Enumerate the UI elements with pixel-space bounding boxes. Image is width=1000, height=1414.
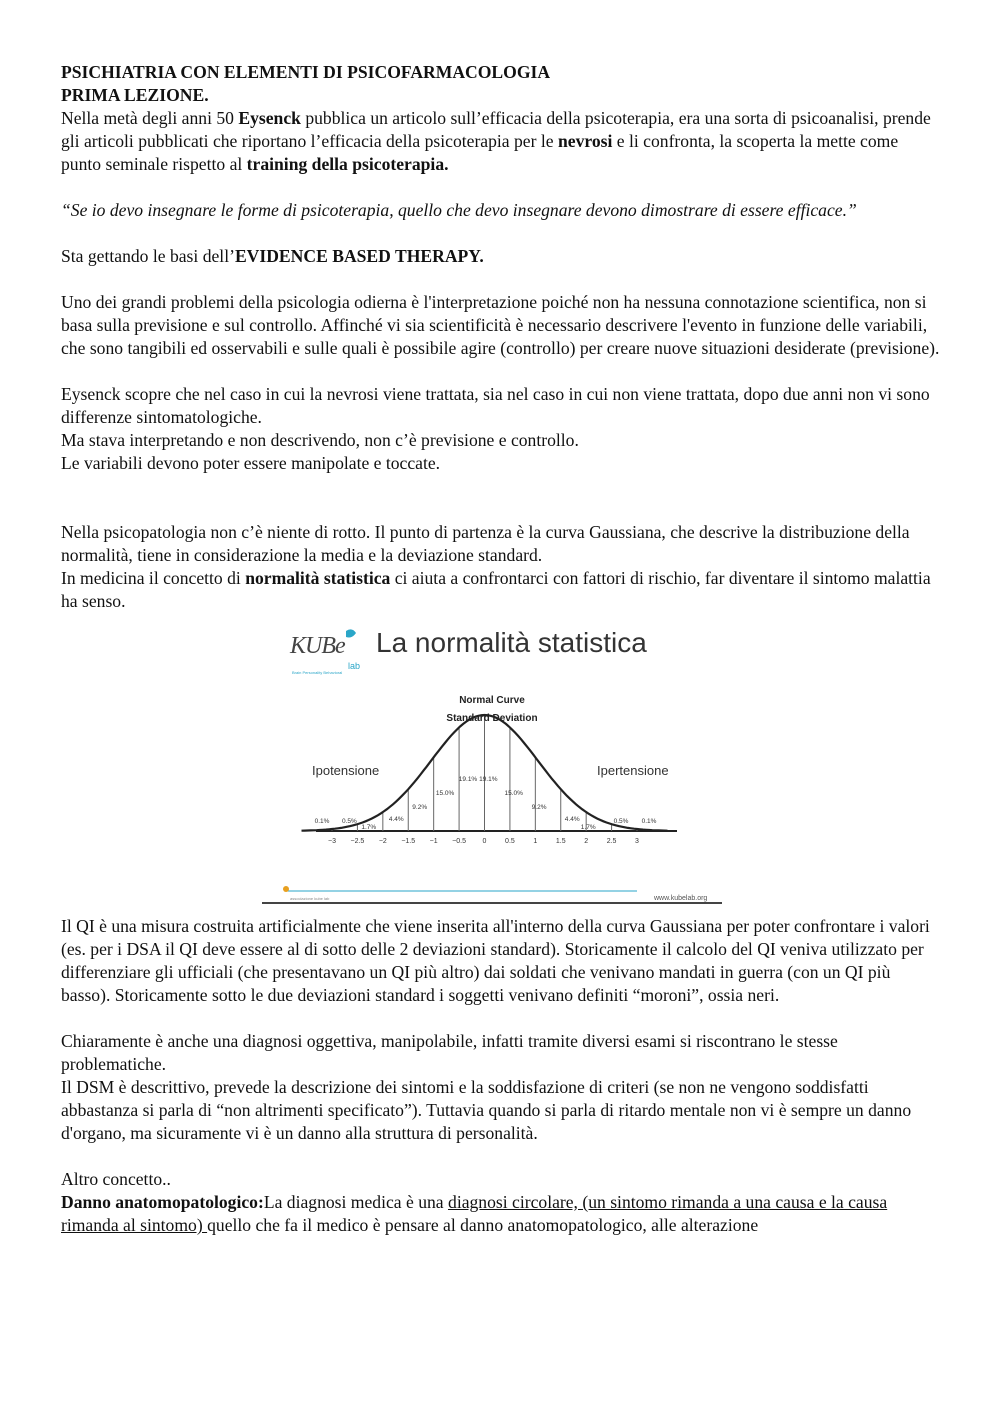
- paragraph-nevrosi: Eysenck scopre che nel caso in cui la nevrosi viene trattata, sia nel caso in cui non viene trattata, dopo due anni non vi sono differenze sintomatologiche.: [61, 384, 930, 427]
- document-body: [61, 61, 941, 1237]
- segment-percent-label: 0.5%: [613, 818, 629, 825]
- segment-percent-label: 1.7%: [580, 824, 596, 831]
- left-label: Ipotensione: [312, 763, 380, 778]
- segment-percent-label: 15.0%: [504, 790, 523, 797]
- segment-percent-label: 9.2%: [531, 804, 547, 811]
- paragraph-danno: [61, 1191, 941, 1237]
- bold-span: normalità statistica: [245, 568, 391, 588]
- segment-percent-label: 0.5%: [341, 818, 357, 825]
- segment-percent-label: 9.2%: [412, 804, 428, 811]
- x-tick-label: −2: [378, 838, 387, 845]
- figure-footer-left: associazione kube lab: [290, 896, 330, 901]
- x-tick-label: 3: [635, 838, 639, 845]
- lesson-title: [61, 84, 941, 107]
- document-title: [61, 61, 941, 84]
- chart-title: Normal Curve: [459, 695, 525, 706]
- text-span: Sta gettando le basi dell’: [61, 246, 235, 266]
- quote: [61, 199, 941, 222]
- title-line-2: PRIMA LEZIONE.: [61, 85, 209, 105]
- segment-percent-label: 1.7%: [361, 824, 377, 831]
- x-tick-label: 2: [584, 838, 589, 845]
- text-span: Nella metà degli anni 50: [61, 108, 239, 128]
- paragraph-qi: Il QI è una misura costruita artificialmente che viene inserita all'interno della curva Gaussiana per poter confrontare i valori (es. per i DSA il QI deve essere al di sotto delle 2 deviazioni standard). Storicamente il calcolo del QI veniva utilizzato per differenziare gli ufficiali (che presentavano un QI più altro) dai soldati che venivano mandati in guerra (con un QI più basso). Storicamente sotto le due deviazioni standard i soggetti venivano definiti “moroni”, ossia neri.: [61, 916, 930, 1005]
- segment-percent-label: 19.1%: [479, 776, 498, 783]
- paragraph-altro: Altro concetto..: [61, 1169, 171, 1189]
- x-tick-label: 0: [482, 838, 487, 845]
- text-span: e li confronta, la scoperta la mette come punto seminale rispetto al: [61, 131, 899, 174]
- title-line-1: PSICHIATRIA CON ELEMENTI DI PSICOFARMACOLOGIA: [61, 62, 551, 82]
- paragraph-nevrosi-line-3: Le variabili devono poter essere manipolate e toccate.: [61, 453, 441, 473]
- paragraph-eysenck: [61, 107, 941, 176]
- x-tick-label: 1.5: [555, 838, 566, 845]
- figure-footer-right: www.kubelab.org: [654, 895, 708, 902]
- bold-span: nevrosi: [557, 131, 613, 151]
- text-span: quello che fa il medico è pensare al danno anatomopatologico, alle alterazione: [207, 1215, 759, 1235]
- bold-span: training della psicoterapia.: [246, 154, 449, 174]
- footer-logo-dot: [283, 886, 289, 892]
- right-label: Ipertensione: [597, 763, 669, 778]
- paragraph-evidence: [61, 245, 941, 268]
- x-tick-label: −1: [429, 838, 438, 845]
- underlined-span: diagnosi circolare, (un sintomo rimanda a una causa e la causa rimanda al sintomo): [61, 1192, 888, 1235]
- segment-percent-label: 15.0%: [435, 790, 455, 797]
- segment-percent-label: 4.4%: [564, 816, 580, 823]
- segment-percent-label: 0.1%: [314, 818, 330, 825]
- paragraph-interpretation: Uno dei grandi problemi della psicologia odierna è l'interpretazione poiché non ha nessuna connotazione scientifica, non si basa sulla previsione e sul controllo. Affinché vi sia scientificità è necessario descrivere l'evento in funzione delle variabili, che sono tangibili ed osservabili e sulle quali è possibile agire (controllo) per creare nuove situazioni desiderate (previsione).: [61, 292, 940, 358]
- text-span: ci aiuta a confrontarci con fattori di rischio, far diventare il sintomo malattia ha senso.: [61, 568, 931, 611]
- kube-logo: KUBe: [290, 633, 345, 659]
- segment-percent-label: 4.4%: [388, 816, 404, 823]
- bold-span: EVIDENCE BASED THERAPY.: [234, 246, 484, 266]
- x-tick-label: 2.5: [606, 838, 617, 845]
- normal-curve-figure: [262, 625, 722, 907]
- bold-span: Eysenck: [238, 108, 301, 128]
- x-tick-label: −3: [328, 838, 336, 845]
- logo-accent-icon: [346, 629, 356, 637]
- kube-logo-lab: lab: [348, 661, 361, 671]
- x-tick-label: 0.5: [505, 838, 515, 845]
- paragraph-normalita: [61, 567, 941, 613]
- figure-title: La normalità statistica: [376, 627, 647, 658]
- text-span: pubblica un articolo sull’efficacia della psicoterapia, era una sorta di psicoanalisi, prende gli articoli pubblicati che riportano l’efficacia della psicoterapia per le: [61, 108, 931, 151]
- paragraph-gaussiana: Nella psicopatologia non c’è niente di rotto. Il punto di partenza è la curva Gaussiana, che descrive la distribuzione della normalità, tiene in considerazione la media e la deviazione standard.: [61, 522, 910, 565]
- x-tick-label: −0.5: [452, 838, 466, 845]
- segment-percent-label: 19.1%: [458, 776, 478, 783]
- segment-percent-label: 0.1%: [641, 818, 657, 825]
- paragraph-diagnosi: Chiaramente è anche una diagnosi oggettiva, manipolabile, infatti tramite diversi esami si riscontrano le stesse problematiche.: [61, 1031, 838, 1074]
- x-tick-label: −2.5: [350, 838, 365, 845]
- x-tick-label: −1.5: [401, 838, 416, 845]
- paragraph-dsm: Il DSM è descrittivo, prevede la descrizione dei sintomi e la soddisfazione di criteri (se non ne vengono soddisfatti abbastanza si parla di “non altrimenti specificato”). Tuttavia quando si parla di ritardo mentale non vi è sempre un danno d'organo, ma sicuramente vi è un danno alla struttura di personalità.: [61, 1077, 912, 1143]
- paragraph-nevrosi-line-2: Ma stava interpretando e non descrivendo, non c’è previsione e controllo.: [61, 430, 579, 450]
- quote-text: “Se io devo insegnare le forme di psicoterapia, quello che devo insegnare devono dimostrare di essere efficace.”: [61, 200, 857, 220]
- text-span: La diagnosi medica è una: [263, 1192, 449, 1212]
- kube-logo-tagline: Brain Personality Behavioral: [292, 670, 343, 675]
- bold-span: Danno anatomopatologico:: [61, 1192, 264, 1212]
- chart-subtitle: Standard Deviation: [446, 713, 538, 724]
- x-tick-label: 1: [533, 838, 538, 845]
- text-span: In medicina il concetto di: [61, 568, 246, 588]
